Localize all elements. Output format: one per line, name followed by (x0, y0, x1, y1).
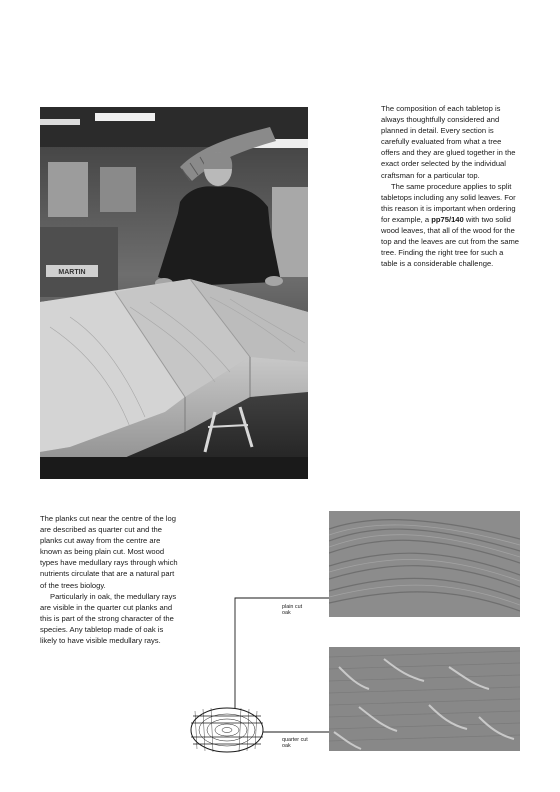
plain-cut-grain-graphic (329, 511, 520, 617)
product-code: pp75/140 (431, 214, 464, 224)
intro-text-block (381, 103, 521, 269)
plain-cut-oak-swatch (329, 511, 520, 617)
ordering-text-start: The same procedure applies to split tabletops including any solid leaves. For this reason it is important when ordering for example, a (381, 181, 516, 224)
intro-paragraph: The composition of each tabletop is always thoughtfully considered and planned in detail. Every section is carefully evaluated from what a tree offers and they are glued together in the exact order selected by the individual craftsman for a particular top. (381, 104, 516, 180)
plain-cut-caption-line2: oak (282, 610, 291, 617)
machine-label: MARTIN (58, 269, 86, 276)
oak-paragraph: Particularly in oak, the medullary rays are visible in the quarter cut planks and this is part of the strong character of the species. Any tabletop made of oak is likely to have visible medullary rays. (40, 591, 177, 646)
quarter-cut-caption-line1: quarter cut (282, 737, 308, 743)
quarter-cut-grain-graphic (329, 647, 520, 751)
ordering-paragraph (381, 181, 521, 270)
ordering-text-end: with two solid wood leaves, that all of the wood for the top and the leaves are cut from the same tree. Finding the right tree for such a table is a considerable challenge. (381, 214, 520, 269)
cutting-paragraph: The planks cut near the centre of the log are described as quarter cut and the planks cut away from the centre are known as being plain cut. Most wood types have medullary rays through which nutrients circulate that are a natural part of the trees biology. (40, 514, 178, 590)
plain-cut-caption (282, 604, 327, 617)
cutting-text-block (40, 513, 180, 646)
workshop-photo-graphic (40, 107, 308, 479)
plain-cut-caption-line1: plain cut (282, 604, 303, 610)
workshop-photo (40, 107, 308, 479)
quarter-cut-caption (282, 737, 327, 750)
quarter-cut-oak-swatch (329, 647, 520, 751)
quarter-cut-caption-line2: oak (282, 743, 291, 750)
